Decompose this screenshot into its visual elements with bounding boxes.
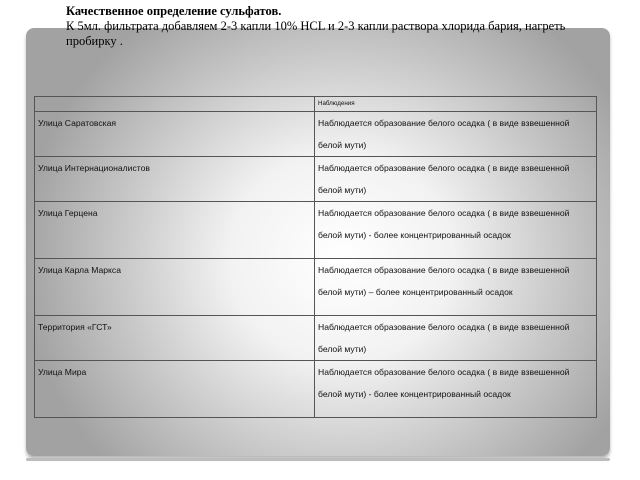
page-title: Качественное определение сульфатов.	[66, 4, 282, 18]
table-header-row	[35, 97, 597, 112]
table-row	[35, 202, 597, 259]
location-cell: Территория «ГСТ»	[35, 316, 315, 361]
header-observation-cell: Наблюдения	[315, 97, 597, 112]
procedure-text: К 5мл. фильтрата добавляем 2-3 капли 10% HCL и 2-3 капли раствора хлорида бария, нагреть пробирку .	[66, 19, 566, 48]
location-cell: Улица Мира	[35, 361, 315, 418]
table-row	[35, 316, 597, 361]
location-cell: Улица Интернационалистов	[35, 157, 315, 202]
table-row	[35, 157, 597, 202]
observation-cell: Наблюдается образование белого осадка ( в виде взвешенной белой мути) – более концентрированный осадок	[315, 259, 597, 316]
header-location-cell	[35, 97, 315, 112]
slide-bottom-rule	[26, 458, 610, 461]
observation-cell: Наблюдается образование белого осадка ( в виде взвешенной белой мути)	[315, 112, 597, 157]
observation-cell: Наблюдается образование белого осадка ( в виде взвешенной белой мути) - более концентрированный осадок	[315, 361, 597, 418]
location-cell: Улица Герцена	[35, 202, 315, 259]
observation-cell: Наблюдается образование белого осадка ( в виде взвешенной белой мути)	[315, 316, 597, 361]
location-cell: Улица Карла Маркса	[35, 259, 315, 316]
location-cell: Улица Саратовская	[35, 112, 315, 157]
observation-cell: Наблюдается образование белого осадка ( в виде взвешенной белой мути) - более концентрированный осадок	[315, 202, 597, 259]
results-table	[34, 96, 597, 418]
table-row	[35, 259, 597, 316]
observation-cell: Наблюдается образование белого осадка ( в виде взвешенной белой мути)	[315, 157, 597, 202]
slide-heading	[66, 4, 606, 49]
table-row	[35, 361, 597, 418]
table-row	[35, 112, 597, 157]
